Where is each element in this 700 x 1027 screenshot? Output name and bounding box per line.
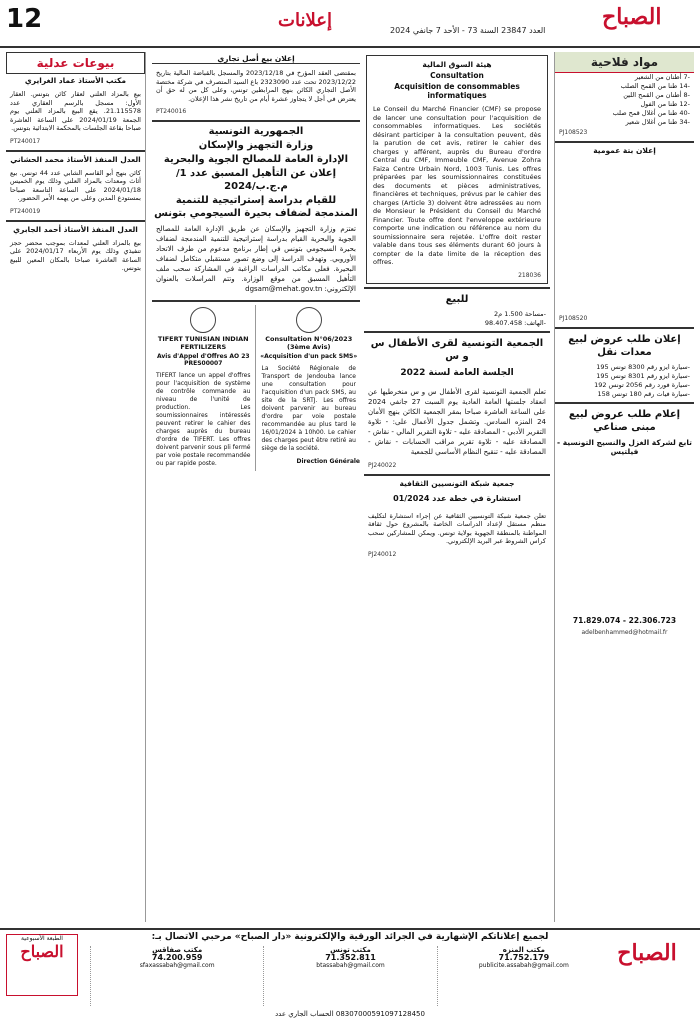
ref-code: PJ108520 [559, 315, 588, 322]
ref-code: 218036 [518, 271, 541, 279]
divider [555, 141, 694, 143]
list-item: -سيارة فيات رقم 180 تونس 158 [597, 390, 690, 398]
weekly-logo-text: الصباح [20, 942, 64, 961]
assoc-subtitle: الجلسة العامة لسنة 2022 [400, 367, 514, 378]
column-left [6, 52, 146, 922]
assoc-title: الجمعية التونسية لقرى الأطفال س و س [370, 337, 544, 362]
section-head: مكتب الأستاذ عماد الغرايري [24, 76, 127, 85]
list-item: -34 طنا من أغلال شعير [625, 118, 690, 126]
office-phone: 71.752.179 [498, 953, 550, 962]
ref-code: PJ240012 [368, 550, 397, 558]
page-number: 12 [6, 4, 43, 34]
section-body: بيع بالمزاد العلني لعقار كائن بتونس. العقار الأول: مسجل بالرسم العقاري عدد 21.115578. يقع البيع بالمزاد العلني يوم الجمعة 2024/01/19 على الساعة العاشرة صباحا بقاعة الجلسات بالمحكمة الابتدائية بتونس. [10, 90, 141, 132]
building-sale-body [555, 458, 694, 614]
tifert-body: TIFERT lance un appel d'offres pour l'acquisition de système de contrôle commande au niveau de l'unité de production. Les soumissionnaires intéressés peuvent retirer le cahier des charges auprès du bureau d'ordre de TIFERT. Les offres doivent parvenir sous pli fermé par voie postale recommandée ou par rapide poste. [156, 372, 251, 467]
agri-list [555, 73, 694, 127]
section-head: العدل المنفذ الأستاذ أحمد الجابري [13, 224, 138, 234]
srtj-signature: Direction Générale [296, 458, 360, 465]
office-phone: 71.352.811 [325, 953, 376, 962]
column-mid-right [364, 52, 550, 922]
list-item: -14 طنا من القمح الصلب [620, 82, 690, 90]
ref-code: PT240019 [10, 207, 41, 215]
srtj-title: Consultation N°06/2023 (3ème Avis) [265, 335, 353, 351]
newspaper-logo [602, 4, 692, 38]
cmf-name-ar: هيئة السوق المالية [422, 60, 492, 69]
cultural-assoc-title: استشارة في خطة عدد 01/2024 [393, 493, 521, 503]
business-sale-body: بمقتضى العقد المؤرخ في 2023/12/18 والمسجل بالقباضة المالية بتاريخ 2023/12/22 تحت عدد 2323090 باع السيد المتصرف في شركة مختصة الأصل التجاري الكائن بنهج المرابطين تونس، وعلى كل من له حق أن يعترض في أجل لا يتجاوز عشرة أيام من تاريخ نشر هذا الإعلان. [156, 69, 356, 103]
list-item: -40 طنا من أغلال قمح صلب [612, 109, 690, 117]
cmf-notice [366, 55, 548, 284]
assoc-body: تعلم الجمعية التونسية لقرى الأطفال س و س منخرطيها عن انعقاد جلستها العامة العادية يوم السبت 27 جانفي 2024 على الساعة العاشرة صباحا بمقر الجمعية الكائن بنهج الأمان 24 المنزه السادس. وتشمل جدول الأعمال على: - تلاوة التقرير الأدبي - المصادقة عليه - تلاوة التقرير المالي - نقاش - المصادقة عليه - تلاوة تقرير مراقب الحسابات - نقاش - المصادقة عليه - تنقيح النظام الأساسي للجمعية [368, 387, 546, 456]
list-item: -12 طنا من الفول [640, 100, 690, 108]
section-body: كائن بنهج أبو القاسم الشابي عدد 44 تونس. بيع أثاث ومعدات بالمزاد العلني وذلك يوم الخميس 2024/01/18 على الساعة التاسعة صباحا بمستودع المدين وعلى من يهمه الأمر الحضور. [10, 168, 141, 202]
divider [364, 474, 550, 476]
section-title: إعلانات [278, 10, 332, 31]
cmf-consultation: Consultation [430, 71, 484, 80]
srtj-body: La Société Régionale de Transport de Jendouba lance une consultation pour l'acquisition d'un pack SMS, au site de la SRTJ. Les offres doivent parvenir au bureau d'ordre par voie postale recommandée au plus tard le 16/01/2024 à 10h00. Le cahier des charges peut être retiré au siège de la société. [261, 365, 356, 452]
footer-logo [602, 940, 692, 966]
office-name: مكتب صفاقس [152, 946, 203, 954]
weekly-logo-sub: الطبعة الأسبوعية [21, 935, 63, 942]
footer-banner: لجميع إعلاناتكم الإشهارية في الجرائد الورقية والإلكترونية «دار الصباح» مرحبي الاتصال بـ: [151, 932, 549, 942]
srtj-subtitle: «Acquisition d'un pack SMS» [260, 353, 358, 360]
gov-line-3: الإدارة العامة للمصالح الجوية والبحرية [163, 154, 349, 165]
ref-code: PT240017 [10, 137, 41, 145]
office-email: publicite.assabah@gmail.com [478, 962, 569, 969]
tifert-title: TIFERT TUNISIAN INDIAN FERTILIZERS [157, 335, 249, 351]
office-sfax [90, 946, 263, 1006]
logo-text: الصباح [602, 4, 662, 30]
tifert-notice [152, 305, 256, 471]
list-item: -سيارة ايزو رقم 8301 تونس 195 [596, 372, 690, 380]
divider [364, 331, 550, 333]
footer-account: 08307000591097128450 الحساب الجاري عدد [275, 1010, 425, 1018]
building-sale-sub: تابع لشركة الغزل والنسيج التونسية - فيلتيس [557, 438, 692, 456]
contact-email: adelbenhammed@hotmail.fr [581, 629, 668, 636]
list-item: -8 أطنان من القمح اللين [623, 91, 690, 99]
business-sale-title: إعلان بيع أصل تجاري [152, 54, 360, 64]
list-item: -7 أطنان من الشعير [634, 73, 690, 81]
auction-subtitle: إعلان بتة عمومية [593, 146, 656, 155]
list-item: -سيارة ايزو رقم 8300 تونس 195 [596, 363, 690, 371]
office-tunis [263, 946, 436, 1006]
office-name: مكتب تونس [330, 946, 371, 954]
ref-code: PJ108523 [559, 129, 588, 136]
cultural-assoc-body: تعلن جمعية شبكة التونسيين الثقافية عن إجراء استشارة لتكليف منظم مستقل لإعداد الدراسات الخاصة بالمشروع حول ثقافة المواطنة بالمنطقة الجهوية بولاية تونس. ويمكن للمشاركين سحب كراس الشروط عبر البريد الإلكتروني. [368, 511, 546, 545]
divider [555, 402, 694, 404]
divider [555, 327, 694, 329]
srtj-notice [258, 305, 361, 471]
ref-code: PJ240022 [368, 461, 397, 469]
page-header [0, 0, 700, 48]
cultural-assoc-head: جمعية شبكة التونسيين الثقافية [399, 478, 515, 488]
weekly-logo [6, 934, 78, 996]
srtj-logo-icon [296, 307, 322, 333]
judicial-sales-banner: بيوعات عدلية [6, 52, 145, 74]
issue-line: العدد 23847 السنة 73 - الأحد 7 جانفي 2024 [390, 26, 546, 35]
gov-line-1: الجمهورية التونسية [208, 126, 304, 137]
divider [152, 300, 360, 302]
ref-code: PT240016 [156, 108, 187, 115]
office-phone: 74.200.959 [151, 953, 203, 962]
gov-line-4: إعلان عن التأهيل المسبق عدد 1/ م.ج.ب/2024 [175, 168, 337, 192]
gov-line-5: للقيام بدراسة إستراتيجية للتنمية المندمجة لضفاف بحيرة السيجومي بتونس [154, 195, 358, 219]
office-name: مكتب المنزه [502, 946, 545, 954]
footer-logo-text: الصباح [617, 940, 677, 966]
section-head: العدل المنفذ الأستاذ محمد الحشاني [10, 154, 141, 164]
office-menzah [437, 946, 610, 1006]
list-item: -سيارة فورد رقم 2056 تونس 192 [594, 381, 690, 389]
section-body: بيع بالمزاد العلني لمعدات بموجب محضر حجز تنفيذي وذلك يوم الأربعاء 2024/01/17 على الساعة العاشرة صباحا بالمكان المعين للبيع بتونس. [10, 238, 142, 272]
tifert-subtitle: Avis d'Appel d'Offres AO 23 PRES00007 [156, 353, 250, 367]
lower-ads-row [152, 305, 360, 471]
list-item: -الهاتف: 98.407.458 [484, 318, 546, 327]
vehicle-sale-title: إعلان طلب عروض لبيع معدات نقل [568, 334, 681, 358]
divider [364, 287, 550, 289]
divider [152, 120, 360, 122]
office-email: btassabah@gmail.com [316, 962, 385, 969]
column-right [554, 52, 694, 922]
building-sale-title: إعلام طلب عروض لبيع مبنى صناعي [568, 409, 681, 433]
auction-body [555, 157, 694, 313]
page-footer [0, 928, 700, 1027]
cmf-subject: Acquisition de consommables informatiques [394, 82, 520, 100]
divider [6, 220, 145, 222]
cmf-body: Le Conseil du Marché Financier (CMF) se propose de lancer une consultation pour l'acquisition de consommables informatiques. Les sociétés désirant participer à la consultation peuvent, dès la parution de cet avis, retirer le cahier des charges y afférent, auprès du Bureau d'ordre Central du CMF, Immeuble CMF, Avenue Zohra Faiza Centre Urbain Nord, 1003 Tunis. Les offres préparées par les soumissionnaires constituées des documents et pièces administratives, financières et techniques, prévus par le cahier des charges (Article 3) doivent être adressées au nom de Monsieur le Président du Conseil du Marché Financier. Toute offre dont l'enveloppe extérieure comporte une indication ou référence au nom du soumissionnaire sera rejetée. L'offre doit rester valable dans tous ses éléments durant 60 jours à compter de la date limite de la réception des offres. [373, 105, 541, 266]
gov-body: تعتزم وزارة التجهيز والإسكان عن طريق الإدارة العامة للمصالح الجوية والبحرية القيام بدراسة إستراتيجية للتنمية المندمجة لضفاف بحيرة السيجومي بتونس في إطار برنامج مدعوم من طرف الاتحاد الأوروبي. وتهدف الدراسة إلى وضع تصور مستقبلي متكامل لضفاف البحيرة. فعلى مكاتب الدراسات الراغبة في المشاركة سحب ملف التأهيل المسبق من موقع الوزارة. وتتم المراسلات بالعنوان الإلكتروني: dgsam@mehat.gov.tn [156, 225, 356, 293]
agri-banner: مواد فلاحية [555, 52, 694, 73]
for-sale-title: للبيع [445, 293, 469, 305]
column-mid-left [152, 52, 360, 922]
vehicle-list [555, 363, 694, 399]
gov-line-2: وزارة التجهيز والإسكان [198, 140, 314, 151]
tifert-logo-icon [190, 307, 216, 333]
divider [6, 150, 145, 152]
contact-phones: 71.829.074 - 22.306.723 [572, 616, 677, 625]
list-item: -مساحة 1.500 م2 [493, 309, 546, 318]
footer-offices [90, 946, 610, 1006]
office-email: sfaxassabah@gmail.com [139, 962, 215, 969]
